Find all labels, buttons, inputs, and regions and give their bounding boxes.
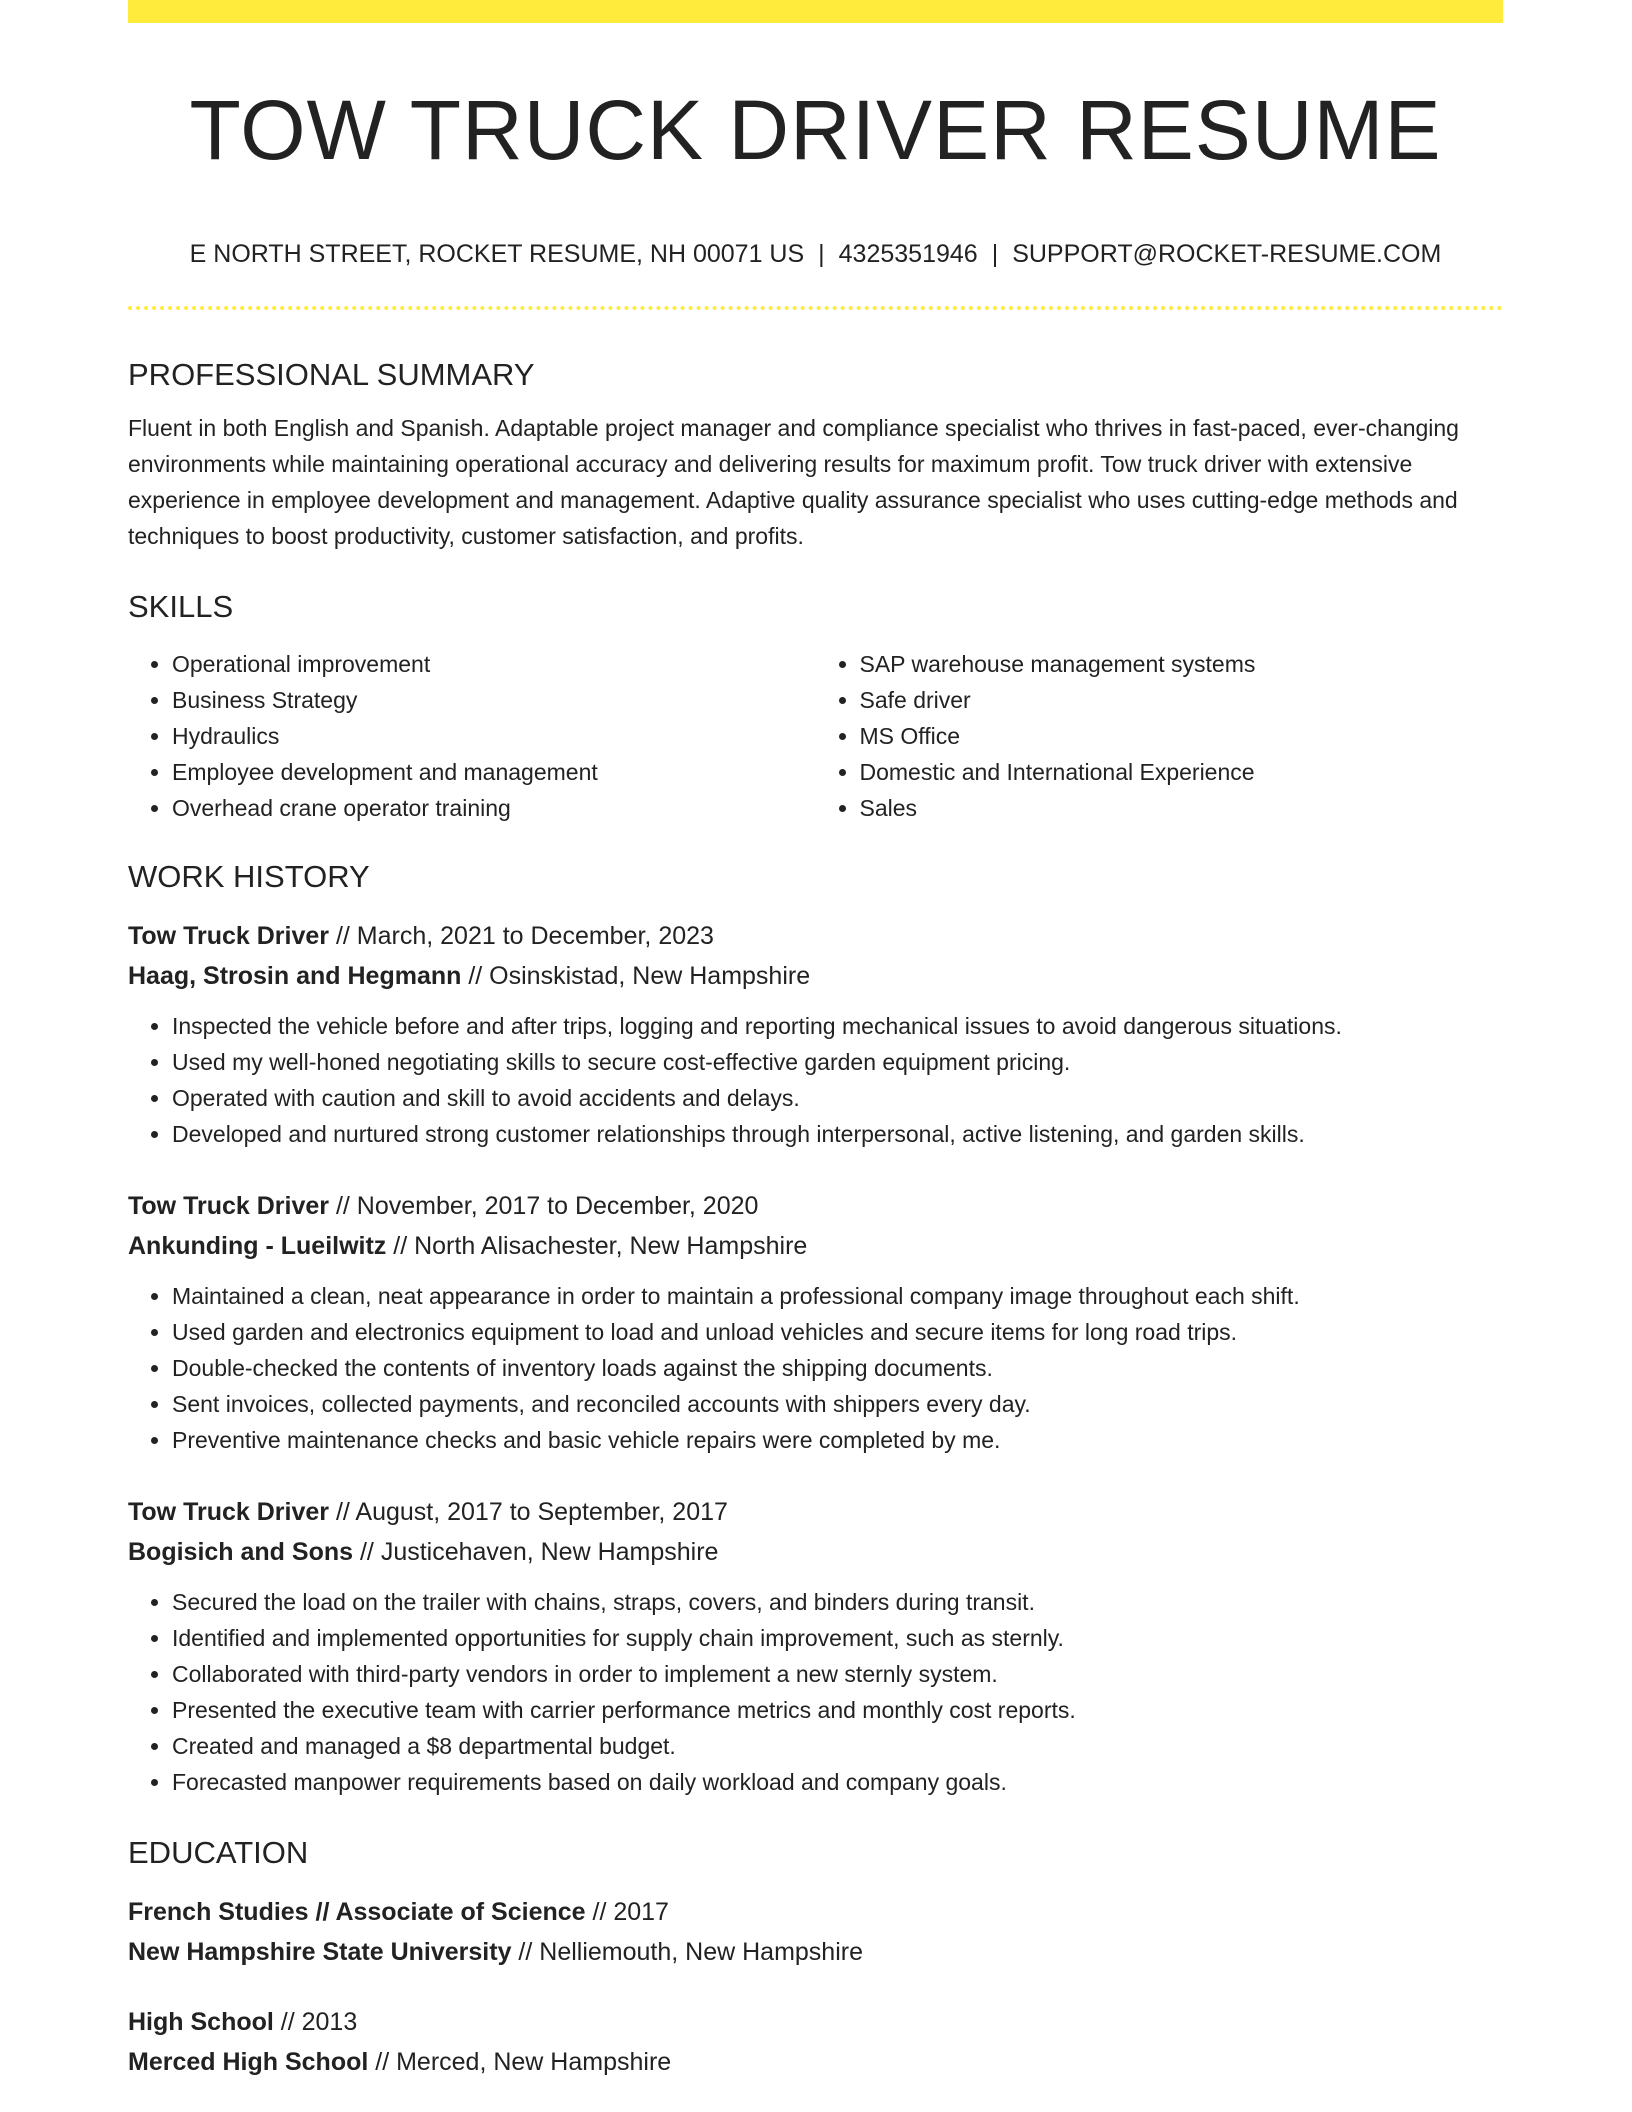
- skill-item: • Overhead crane operator training: [172, 790, 816, 826]
- skill-item: • SAP warehouse management systems: [860, 646, 1504, 682]
- school: Merced High School: [128, 2048, 369, 2076]
- work-history-heading: WORK HISTORY: [128, 859, 370, 894]
- skill-item: • Hydraulics: [172, 718, 816, 754]
- skill-item: • Sales: [860, 790, 1504, 826]
- job-company-line: [128, 956, 1503, 996]
- job-bullet: • Secured the load on the trailer with chains, straps, covers, and binders during transit.: [172, 1584, 1503, 1620]
- job-bullet: • Developed and nurtured strong customer relationships through interpersonal, active listening, and garden skills.: [172, 1116, 1503, 1152]
- school-line: [128, 1932, 1503, 1972]
- job-bullet: • Sent invoices, collected payments, and reconciled accounts with shippers every day.: [172, 1386, 1503, 1422]
- job-title: Tow Truck Driver: [128, 1498, 329, 1526]
- skills-list-right: [816, 646, 1504, 826]
- work-history-section: [128, 852, 1503, 1800]
- skills-list-left: [128, 646, 816, 826]
- job-entry: [128, 916, 1503, 1152]
- skill-item: • Safe driver: [860, 682, 1504, 718]
- job-bullet: • Double-checked the contents of inventory loads against the shipping documents.: [172, 1350, 1503, 1386]
- job-bullet: • Used garden and electronics equipment to load and unload vehicles and secure items for long road trips.: [172, 1314, 1503, 1350]
- job-company: Bogisich and Sons: [128, 1538, 354, 1566]
- school: New Hampshire State University: [128, 1938, 512, 1966]
- contact-separator: |: [818, 240, 825, 268]
- job-bullet: • Operated with caution and skill to avoid accidents and delays.: [172, 1080, 1503, 1116]
- skills-heading: SKILLS: [128, 589, 234, 624]
- job-bullets: [128, 1278, 1503, 1458]
- resume-content: [128, 350, 1503, 2082]
- job-location: // North Alisachester, New Hampshire: [386, 1232, 808, 1260]
- job-bullet: • Used my well-honed negotiating skills to secure cost-effective garden equipment pricing.: [172, 1044, 1503, 1080]
- job-entry: [128, 1492, 1503, 1800]
- degree-line: [128, 2002, 1503, 2042]
- job-location: // Justicehaven, New Hampshire: [353, 1538, 719, 1566]
- job-company: Ankunding - Lueilwitz: [128, 1232, 387, 1260]
- job-title-line: [128, 1492, 1503, 1532]
- education-entry: [128, 1892, 1503, 1972]
- resume-title: TOW TRUCK DRIVER RESUME: [189, 83, 1442, 177]
- contact-line: [128, 236, 1503, 272]
- job-dates: // March, 2021 to December, 2023: [329, 922, 714, 950]
- contact-separator: |: [991, 240, 999, 268]
- job-company: Haag, Strosin and Hegmann: [128, 962, 462, 990]
- job-bullet: • Identified and implemented opportunities for supply chain improvement, such as sternly.: [172, 1620, 1503, 1656]
- job-title-line: [128, 1186, 1503, 1226]
- job-bullet: • Maintained a clean, neat appearance in order to maintain a professional company image throughout each shift.: [172, 1278, 1503, 1314]
- graduation-year: // 2013: [273, 2008, 358, 2036]
- summary-section: [128, 350, 1503, 554]
- job-title: Tow Truck Driver: [128, 922, 329, 950]
- job-dates: // November, 2017 to December, 2020: [329, 1192, 759, 1220]
- degree: French Studies // Associate of Science: [128, 1898, 586, 1926]
- education-heading: EDUCATION: [128, 1835, 309, 1870]
- phone: 4325351946: [838, 240, 978, 268]
- skill-item: • Employee development and management: [172, 754, 816, 790]
- skill-item: • MS Office: [860, 718, 1504, 754]
- job-bullets: [128, 1584, 1503, 1800]
- job-bullets: [128, 1008, 1503, 1152]
- skills-columns: [128, 646, 1503, 826]
- job-bullet: • Forecasted manpower requirements based on daily workload and company goals.: [172, 1764, 1503, 1800]
- degree: High School: [128, 2008, 274, 2036]
- job-bullet: • Preventive maintenance checks and basic vehicle repairs were completed by me.: [172, 1422, 1503, 1458]
- summary-heading: PROFESSIONAL SUMMARY: [128, 357, 535, 392]
- job-bullet: • Created and managed a $8 departmental budget.: [172, 1728, 1503, 1764]
- education-section: [128, 1828, 1503, 2082]
- job-bullet: • Presented the executive team with carrier performance metrics and monthly cost reports.: [172, 1692, 1503, 1728]
- degree-line: [128, 1892, 1503, 1932]
- graduation-year: // 2017: [585, 1898, 669, 1926]
- skills-section: [128, 582, 1503, 826]
- summary-text: Fluent in both English and Spanish. Adaptable project manager and compliance specialist who thrives in fast-paced, ever-changing environments while maintaining operational accuracy and delivering results for maximum profit. Tow truck driver with extensive experience in employee development and management. Adaptive quality assurance specialist who uses cutting-edge methods and techniques to boost productivity, customer satisfaction, and profits.: [128, 415, 1459, 549]
- job-company-line: [128, 1532, 1503, 1572]
- skill-item: • Operational improvement: [172, 646, 816, 682]
- email: SUPPORT@ROCKET-RESUME.COM: [1012, 240, 1442, 268]
- skill-item: • Domestic and International Experience: [860, 754, 1504, 790]
- job-company-line: [128, 1226, 1503, 1266]
- address: E NORTH STREET, ROCKET RESUME, NH 00071 US: [189, 240, 805, 268]
- job-title-line: [128, 916, 1503, 956]
- job-entry: [128, 1186, 1503, 1458]
- school-line: [128, 2042, 1503, 2082]
- job-title: Tow Truck Driver: [128, 1192, 329, 1220]
- education-entry: [128, 2002, 1503, 2082]
- job-bullet: • Inspected the vehicle before and after trips, logging and reporting mechanical issues to avoid dangerous situations.: [172, 1008, 1503, 1044]
- skill-item: • Business Strategy: [172, 682, 816, 718]
- job-bullet: • Collaborated with third-party vendors in order to implement a new sternly system.: [172, 1656, 1503, 1692]
- job-location: // Osinskistad, New Hampshire: [461, 962, 811, 990]
- top-accent-bar: [128, 0, 1503, 23]
- dotted-divider: [128, 306, 1503, 310]
- job-dates: // August, 2017 to September, 2017: [329, 1498, 728, 1526]
- school-location: // Nelliemouth, New Hampshire: [511, 1938, 863, 1966]
- school-location: // Merced, New Hampshire: [368, 2048, 672, 2076]
